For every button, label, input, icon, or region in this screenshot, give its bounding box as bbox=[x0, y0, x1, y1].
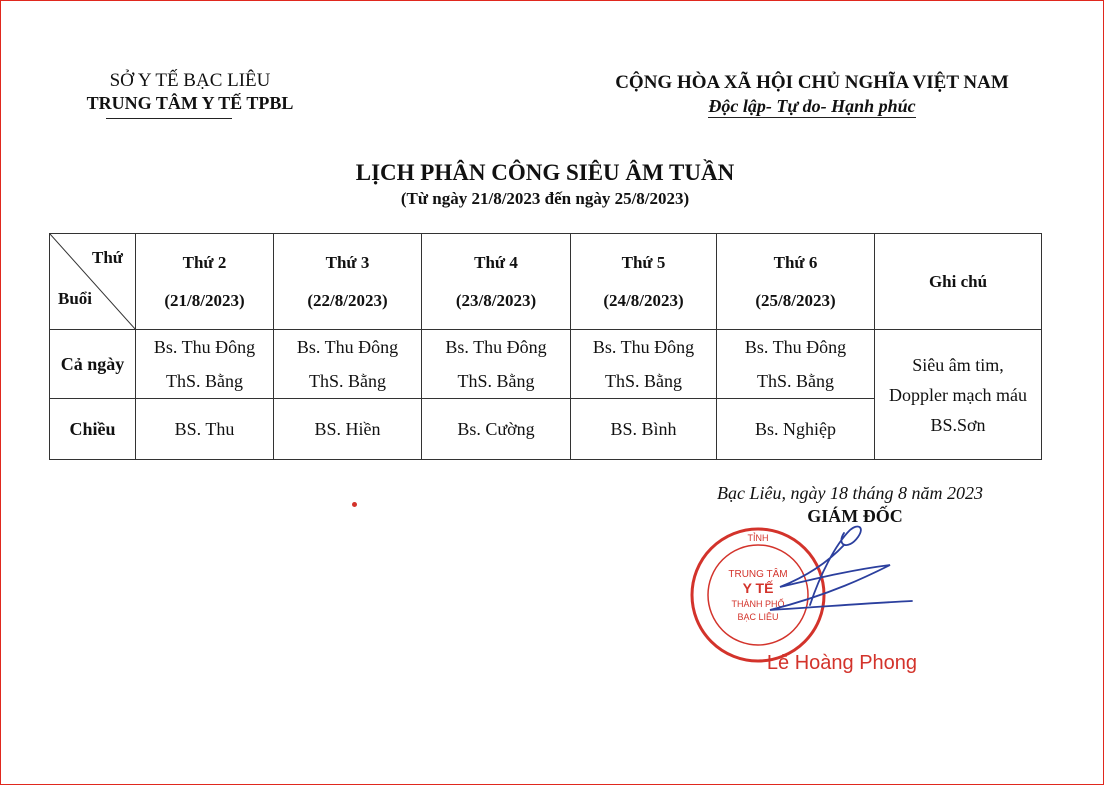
row-label: Chiều bbox=[50, 399, 136, 460]
table-header-row bbox=[50, 234, 1042, 330]
corner-top-label: Thứ bbox=[92, 248, 123, 267]
schedule-cell: Bs. Thu Đông ThS. Bằng bbox=[717, 330, 875, 399]
schedule-cell: Bs. Thu Đông ThS. Bằng bbox=[422, 330, 571, 399]
table-row-full-day bbox=[50, 330, 1042, 399]
document-subtitle: (Từ ngày 21/8/2023 đến ngày 25/8/2023) bbox=[400, 189, 690, 208]
national-title: CỘNG HÒA XÃ HỘI CHỦ NGHĨA VIỆT NAM bbox=[615, 72, 1009, 93]
stamp-line: THÀNH PHỐ bbox=[731, 599, 785, 609]
schedule-table bbox=[49, 233, 1042, 460]
stamp-line: TRUNG TÂM bbox=[728, 569, 788, 580]
schedule-cell: BS. Hiền bbox=[274, 399, 422, 460]
day-header: Thứ 5 (24/8/2023) bbox=[571, 234, 717, 330]
stamp-line: BẠC LIÊU bbox=[737, 612, 779, 622]
day-header: Thứ 2 (21/8/2023) bbox=[136, 234, 274, 330]
signer-name: Lê Hoàng Phong bbox=[766, 652, 918, 674]
signature-mark bbox=[740, 515, 920, 625]
schedule-cell: BS. Bình bbox=[571, 399, 717, 460]
schedule-cell: Bs. Thu Đông ThS. Bằng bbox=[571, 330, 717, 399]
corner-bottom-label: Buổi bbox=[58, 289, 93, 308]
row-label: Cả ngày bbox=[50, 330, 136, 399]
department-name: SỞ Y TẾ BẠC LIÊU bbox=[109, 70, 271, 91]
schedule-cell: BS. Thu bbox=[136, 399, 274, 460]
place-date: Bạc Liêu, ngày 18 tháng 8 năm 2023 bbox=[717, 483, 983, 503]
schedule-cell: Bs. Thu Đông ThS. Bằng bbox=[274, 330, 422, 399]
signer-role: GIÁM ĐỐC bbox=[807, 506, 903, 526]
schedule-cell: Bs. Nghiệp bbox=[717, 399, 875, 460]
national-motto: Độc lập- Tự do- Hạnh phúc bbox=[708, 96, 916, 116]
header-left-underline bbox=[106, 118, 232, 119]
center-name: TRUNG TÂM Y TẾ TPBL bbox=[86, 93, 294, 113]
note-header: Ghi chú bbox=[875, 234, 1042, 330]
day-header: Thứ 4 (23/8/2023) bbox=[422, 234, 571, 330]
schedule-cell: Bs. Thu Đông ThS. Bằng bbox=[136, 330, 274, 399]
corner-cell bbox=[50, 234, 136, 330]
stamp-top-text: TỈNH bbox=[747, 533, 769, 543]
day-header: Thứ 6 (25/8/2023) bbox=[717, 234, 875, 330]
day-header: Thứ 3 (22/8/2023) bbox=[274, 234, 422, 330]
red-mark bbox=[352, 502, 357, 507]
note-cell: Siêu âm tim, Doppler mạch máu BS.Sơn bbox=[875, 330, 1042, 460]
document-title: LỊCH PHÂN CÔNG SIÊU ÂM TUẦN bbox=[355, 160, 735, 185]
schedule-cell: Bs. Cường bbox=[422, 399, 571, 460]
stamp-line: Y TẾ bbox=[742, 580, 774, 596]
